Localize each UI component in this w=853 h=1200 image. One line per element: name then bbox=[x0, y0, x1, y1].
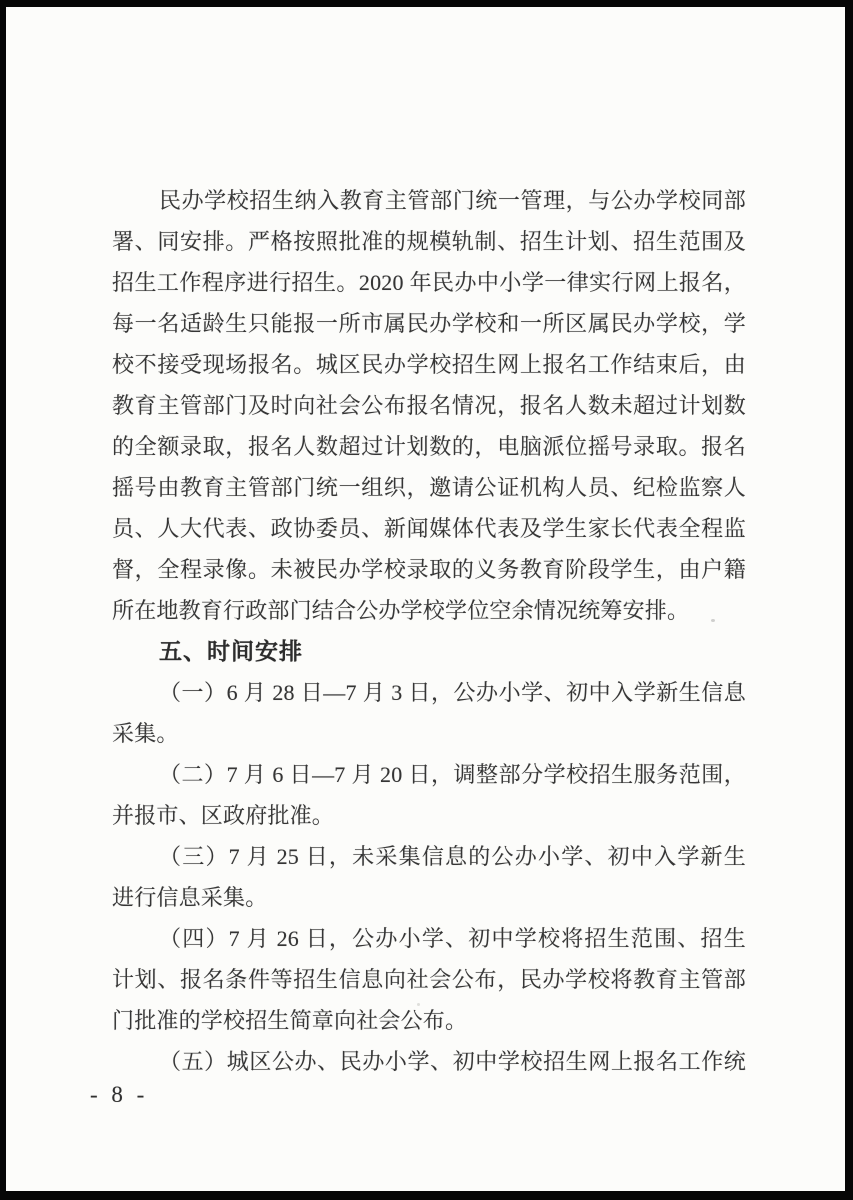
text-line: 采集。 bbox=[112, 721, 179, 746]
scan-speck bbox=[417, 1003, 420, 1006]
text-line: （一）6 月 28 日—7 月 3 日，公办小学、初中入学新生信息 bbox=[159, 680, 746, 705]
text-line: （二）7 月 6 日—7 月 20 日，调整部分学校招生服务范围， bbox=[159, 762, 746, 787]
scan-speck bbox=[711, 619, 715, 622]
document-page bbox=[6, 7, 845, 1191]
text-line: 教育主管部门及时向社会公布报名情况，报名人数未超过计划数 bbox=[112, 393, 746, 418]
text-line: 门批准的学校招生简章向社会公布。 bbox=[112, 1008, 468, 1033]
section-heading: 五、时间安排 bbox=[159, 638, 303, 664]
text-line: 摇号由教育主管部门统一组织，邀请公证机构人员、纪检监察人 bbox=[112, 475, 746, 500]
text-line: 招生工作程序进行招生。2020 年民办中小学一律实行网上报名， bbox=[112, 270, 746, 295]
text-line: 的全额录取，报名人数超过计划数的，电脑派位摇号录取。报名 bbox=[112, 434, 746, 459]
text-line: （四）7 月 26 日，公办小学、初中学校将招生范围、招生 bbox=[159, 926, 746, 951]
text-line: 每一名适龄生只能报一所市属民办学校和一所区属民办学校，学 bbox=[112, 311, 746, 336]
text-line: 所在地教育行政部门结合公办学校学位空余情况统筹安排。 bbox=[112, 598, 690, 623]
text-line: 计划、报名条件等招生信息向社会公布，民办学校将教育主管部 bbox=[112, 967, 746, 992]
text-line: 督，全程录像。未被民办学校录取的义务教育阶段学生，由户籍 bbox=[112, 557, 746, 582]
text-line: 署、同安排。严格按照批准的规模轨制、招生计划、招生范围及 bbox=[112, 229, 746, 254]
text-line: 校不接受现场报名。城区民办学校招生网上报名工作结束后，由 bbox=[112, 352, 746, 377]
text-line: 员、人大代表、政协委员、新闻媒体代表及学生家长代表全程监 bbox=[112, 516, 746, 541]
text-line: 并报市、区政府批准。 bbox=[112, 803, 335, 828]
text-line: 进行信息采集。 bbox=[112, 885, 268, 910]
document-body bbox=[112, 180, 746, 1082]
page-number: - 8 - bbox=[90, 1082, 149, 1107]
text-line: （三）7 月 25 日，未采集信息的公办小学、初中入学新生 bbox=[159, 844, 746, 869]
text-line: （五）城区公办、民办小学、初中学校招生网上报名工作统 bbox=[159, 1049, 746, 1074]
text-line: 民办学校招生纳入教育主管部门统一管理，与公办学校同部 bbox=[159, 188, 746, 213]
